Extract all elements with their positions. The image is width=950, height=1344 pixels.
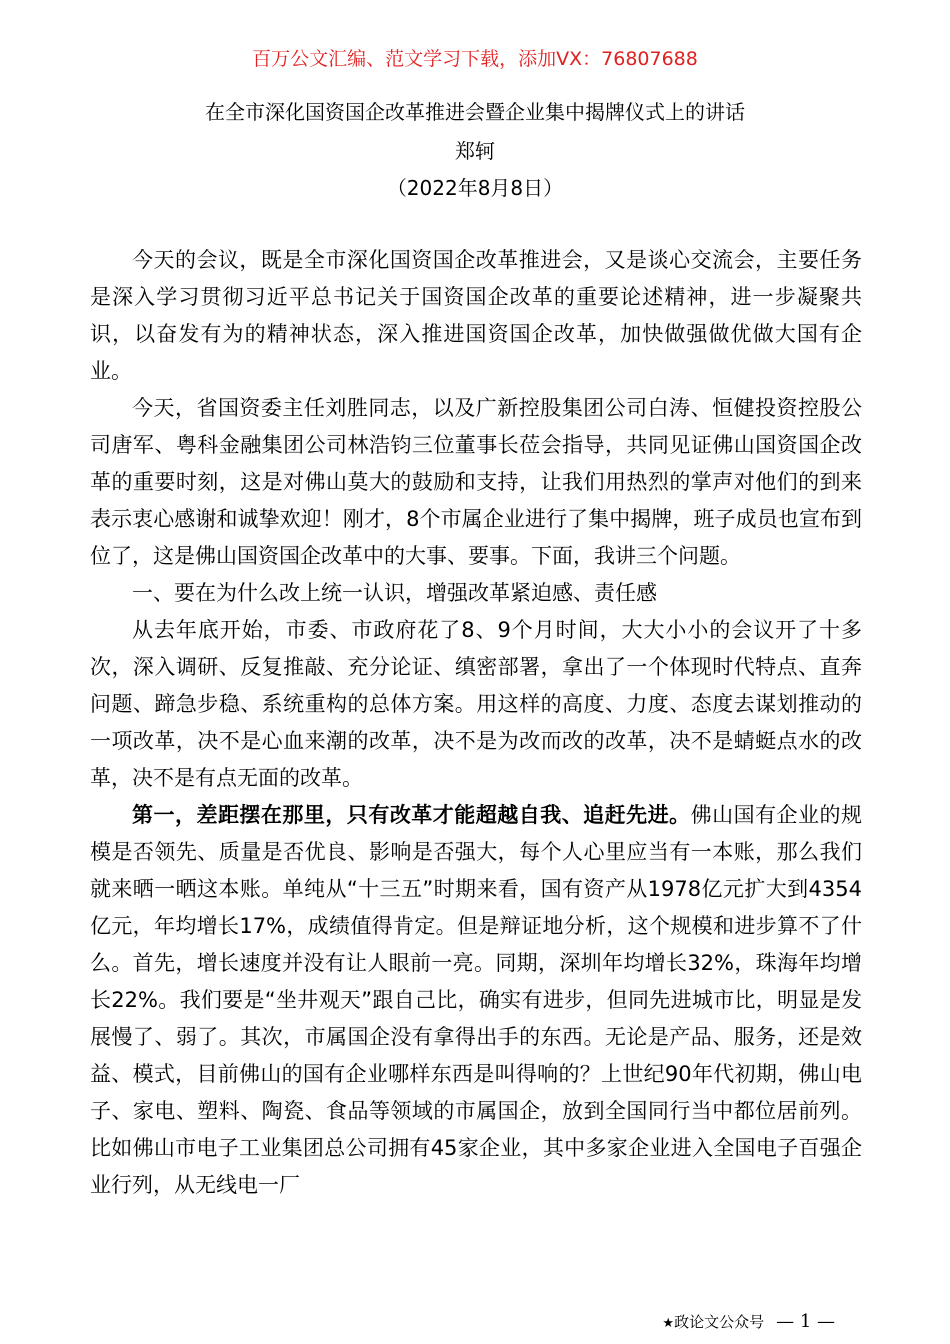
speech-title: 在全市深化国资国企改革推进会暨企业集中揭牌仪式上的讲话 xyxy=(205,100,745,124)
paragraph-3: 从去年底开始，市委、市政府花了8、9个月时间，大大小小的会议开了十多次，深入调研、反复推敲、充分论证、缜密部署，拿出了一个体现时代特点、直奔问题、蹄急步稳、系统重构的总体方案。用这样的高度、力度、态度去谋划推动的一项改革，决不是心血来潮的改革，决不是为改而改的改革，决不是蜻蜓点水的改革，决不是有点无面的改革。 xyxy=(90,618,862,790)
section-heading-1: 一、要在为什么改上统一认识，增强改革紧迫感、责任感 xyxy=(132,581,657,605)
speech-body xyxy=(90,242,862,1204)
paragraph-1: 今天的会议，既是全市深化国资国企改革推进会，又是谈心交流会，主要任务是深入学习贯彻习近平总书记关于国资国企改革的重要论述精神，进一步凝聚共识，以奋发有为的精神状态，深入推进国资国企改革，加快做强做优做大国有企业。 xyxy=(90,248,862,383)
star-icon: ★ xyxy=(662,1316,675,1331)
page-footer xyxy=(662,1309,835,1337)
paragraph-2: 今天，省国资委主任刘胜同志，以及广新控股集团公司白涛、恒健投资控股公司唐军、粤科金融集团公司林浩钧三位董事长莅会指导，共同见证佛山国资国企改革的重要时刻，这是对佛山莫大的鼓励和支持，让我们用热烈的掌声对他们的到来表示衷心感谢和诚挚欢迎！刚才，8个市属企业进行了集中揭牌，班子成员也宣布到位了，这是佛山国资国企改革中的大事、要事。下面，我讲三个问题。 xyxy=(90,396,862,568)
speech-author: 郑轲 xyxy=(455,139,495,163)
paragraph-4 xyxy=(90,797,862,1204)
watermark-banner: 百万公文汇编、范文学习下载，添加VX：76807688 xyxy=(252,48,698,70)
paragraph-4-lead: 第一，差距摆在那里，只有改革才能超越自我、追赶先进。 xyxy=(132,803,691,827)
page-number: — 1 — xyxy=(776,1311,835,1332)
speech-date: （2022年8月8日） xyxy=(386,176,564,200)
paragraph-4-text: 佛山国有企业的规模是否领先、质量是否优良、影响是否强大，每个人心里应当有一本账，那么我们就来晒一晒这本账。单纯从“十三五”时期来看，国有资产从1978亿元扩大到4354亿元，年均增长17%，成绩值得肯定。但是辩证地分析，这个规模和进步算不了什么。首先，增长速度并没有让人眼前一亮。同期，深圳年均增长32%，珠海年均增长22%。我们要是“坐井观天”跟自己比，确实有进步，但同先进城市比，明显是发展慢了、弱了。其次，市属国企没有拿得出手的东西。无论是产品、服务，还是效益、模式，目前佛山的国有企业哪样东西是叫得响的？上世纪90年代初期，佛山电子、家电、塑料、陶瓷、食品等领域的市属国企，放到全国同行当中都位居前列。比如佛山市电子工业集团总公司拥有45家企业，其中多家企业进入全国电子百强企业行列，从无线电一厂 xyxy=(90,803,863,1197)
footer-source: 政论文公众号 xyxy=(674,1313,765,1331)
